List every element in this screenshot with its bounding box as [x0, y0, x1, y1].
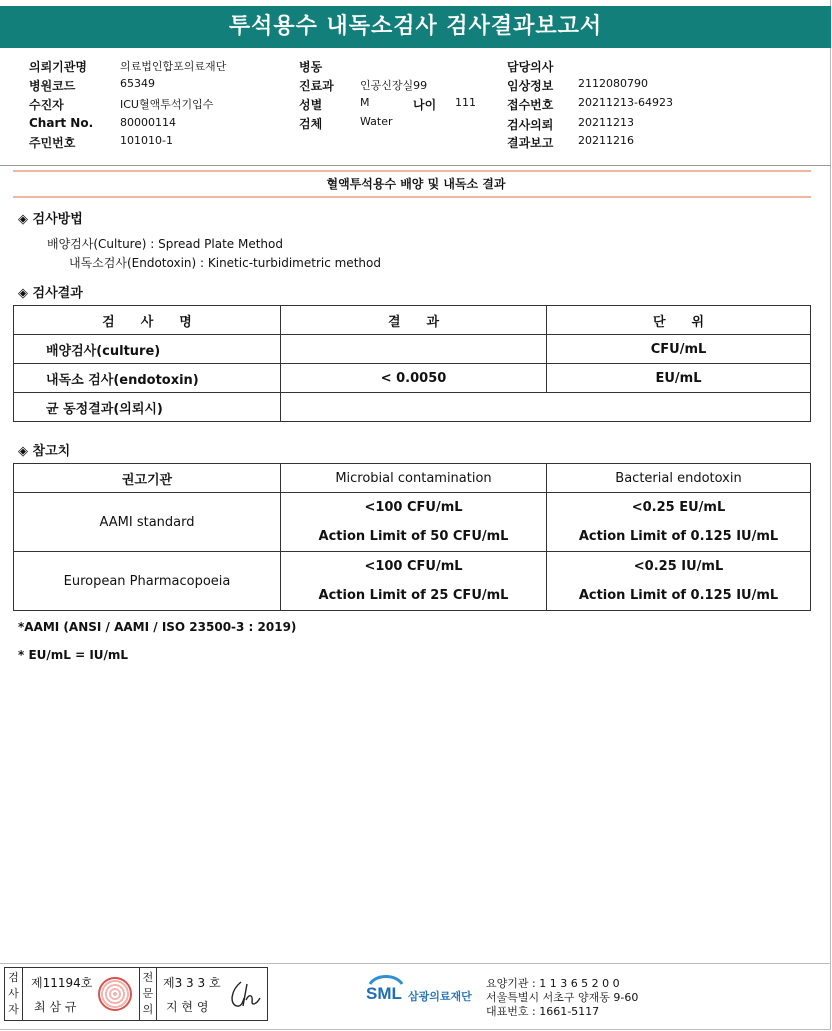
result-name: 배양검사(culture): [14, 335, 281, 364]
table-row: [14, 393, 811, 422]
institution-phone: 대표번호 : 1661-5117: [486, 1005, 600, 1018]
results-col-result: 결 과: [281, 306, 547, 335]
ref-col-org: 권고기관: [14, 464, 281, 493]
age-value: 111: [455, 96, 476, 109]
sex-label: 성별: [299, 98, 323, 112]
table-row: [14, 552, 811, 611]
reference-table: [13, 463, 811, 611]
chart-no-label: Chart No.: [29, 116, 94, 130]
department-value: 인공신장실99: [360, 79, 428, 92]
table-row: [14, 364, 811, 393]
hospital-label: 의뢰기관명: [29, 60, 87, 74]
results-col-name: 검 사 명: [14, 306, 281, 335]
results-heading: ◈ 검사결과: [18, 286, 83, 301]
table-row: [14, 335, 811, 364]
request-date-label: 검사의뢰: [507, 118, 554, 132]
patient-value: ICU혈액투석기입수: [120, 98, 214, 111]
reference-heading: ◈ 참고치: [18, 444, 71, 459]
ward-label: 병동: [299, 60, 323, 74]
chart-no-value: 80000114: [120, 116, 176, 129]
hospital-code-value: 65349: [120, 77, 155, 90]
ref-micro: [281, 493, 547, 552]
ref-col-endo: Bacterial endotoxin: [547, 464, 811, 493]
ref-col-micro: Microbial contamination: [281, 464, 547, 493]
ref-micro: [281, 552, 547, 611]
result-value: < 0.0050: [281, 364, 547, 393]
sml-logo-text: SML: [366, 984, 402, 1003]
id-no-label: 주민번호: [29, 136, 76, 150]
accession-value: 20211213-64923: [578, 96, 673, 109]
header-divider: [0, 165, 831, 166]
ref-endo: [547, 552, 811, 611]
doctor-label: 담당의사: [507, 60, 554, 74]
ref-endo-limit: <0.25 IU/mL: [633, 559, 724, 574]
ref-endo: [547, 493, 811, 552]
patient-label: 수진자: [29, 98, 64, 112]
specimen-value: Water: [360, 115, 393, 128]
results-table: [13, 305, 811, 422]
sex-value: M: [360, 96, 370, 109]
method-endotoxin: 내독소검사(Endotoxin) : Kinetic-turbidimetric method: [69, 256, 381, 270]
results-header-row: [14, 306, 811, 335]
note-aami: *AAMI (ANSI / AAMI / ISO 23500-3 : 2019): [18, 620, 297, 634]
ref-endo-action: Action Limit of 0.125 IU/mL: [578, 529, 779, 544]
result-unit: CFU/mL: [547, 335, 811, 364]
report-subtitle: 혈액투석용수 배양 및 내독소 결과: [326, 177, 506, 191]
ref-micro-limit: <100 CFU/mL: [364, 559, 463, 574]
clinical-info-label: 임상정보: [507, 79, 554, 93]
tester-label: 검사자: [5, 968, 23, 1020]
results-col-unit: 단 위: [547, 306, 811, 335]
specimen-label: 검체: [299, 117, 323, 131]
approver-name: 지 현 영: [166, 1000, 209, 1014]
tester-seal-icon: [98, 977, 132, 1011]
id-no-value: 101010-1: [120, 134, 173, 147]
age-label: 나이: [413, 98, 437, 112]
reference-header-row: [14, 464, 811, 493]
hospital-code-label: 병원코드: [29, 79, 76, 93]
subtitle-rule-bottom: [13, 196, 811, 198]
result-value: [281, 393, 811, 422]
institution-address: 서울특별시 서초구 양재동 9-60: [486, 991, 639, 1004]
ref-endo-limit: <0.25 EU/mL: [631, 500, 726, 515]
result-value: [281, 335, 547, 364]
approver-signature-icon: [227, 978, 263, 1012]
tester-name: 최 삼 규: [34, 1000, 77, 1014]
signature-box: [4, 967, 268, 1021]
request-date-value: 20211213: [578, 116, 634, 129]
method-heading: ◈ 검사방법: [18, 212, 83, 227]
department-label: 진료과: [299, 79, 334, 93]
report-date-value: 20211216: [578, 134, 634, 147]
footer-divider: [0, 963, 831, 964]
report-title: 투석용수 내독소검사 검사결과보고서: [0, 6, 831, 48]
result-name: 내독소 검사(endotoxin): [14, 364, 281, 393]
tester-license: 제11194호: [31, 976, 93, 990]
table-row: [14, 493, 811, 552]
approver-license: 제3 3 3 호: [163, 976, 221, 990]
subtitle-rule-top: [13, 170, 811, 172]
ref-org: European Pharmacopoeia: [14, 552, 281, 611]
result-name: 균 동정결과(의뢰시): [14, 393, 281, 422]
clinical-info-value: 2112080790: [578, 77, 648, 90]
ref-org: AAMI standard: [14, 493, 281, 552]
report-date-label: 결과보고: [507, 136, 554, 150]
institution-code: 요양기관 : 1 1 3 6 5 2 0 0: [486, 977, 620, 990]
accession-label: 접수번호: [507, 98, 554, 112]
ref-micro-limit: <100 CFU/mL: [364, 500, 463, 515]
method-culture: 배양검사(Culture) : Spread Plate Method: [47, 237, 283, 251]
approver-label: 전문의: [139, 968, 157, 1020]
ref-endo-action: Action Limit of 0.125 IU/mL: [578, 588, 779, 603]
note-units: * EU/mL = IU/mL: [18, 648, 129, 662]
ref-micro-action: Action Limit of 50 CFU/mL: [318, 529, 509, 544]
sml-org-name: 삼광의료재단: [408, 990, 472, 1003]
ref-micro-action: Action Limit of 25 CFU/mL: [318, 588, 509, 603]
hospital-value: 의료법인합포의료재단: [120, 60, 227, 73]
result-unit: EU/mL: [547, 364, 811, 393]
